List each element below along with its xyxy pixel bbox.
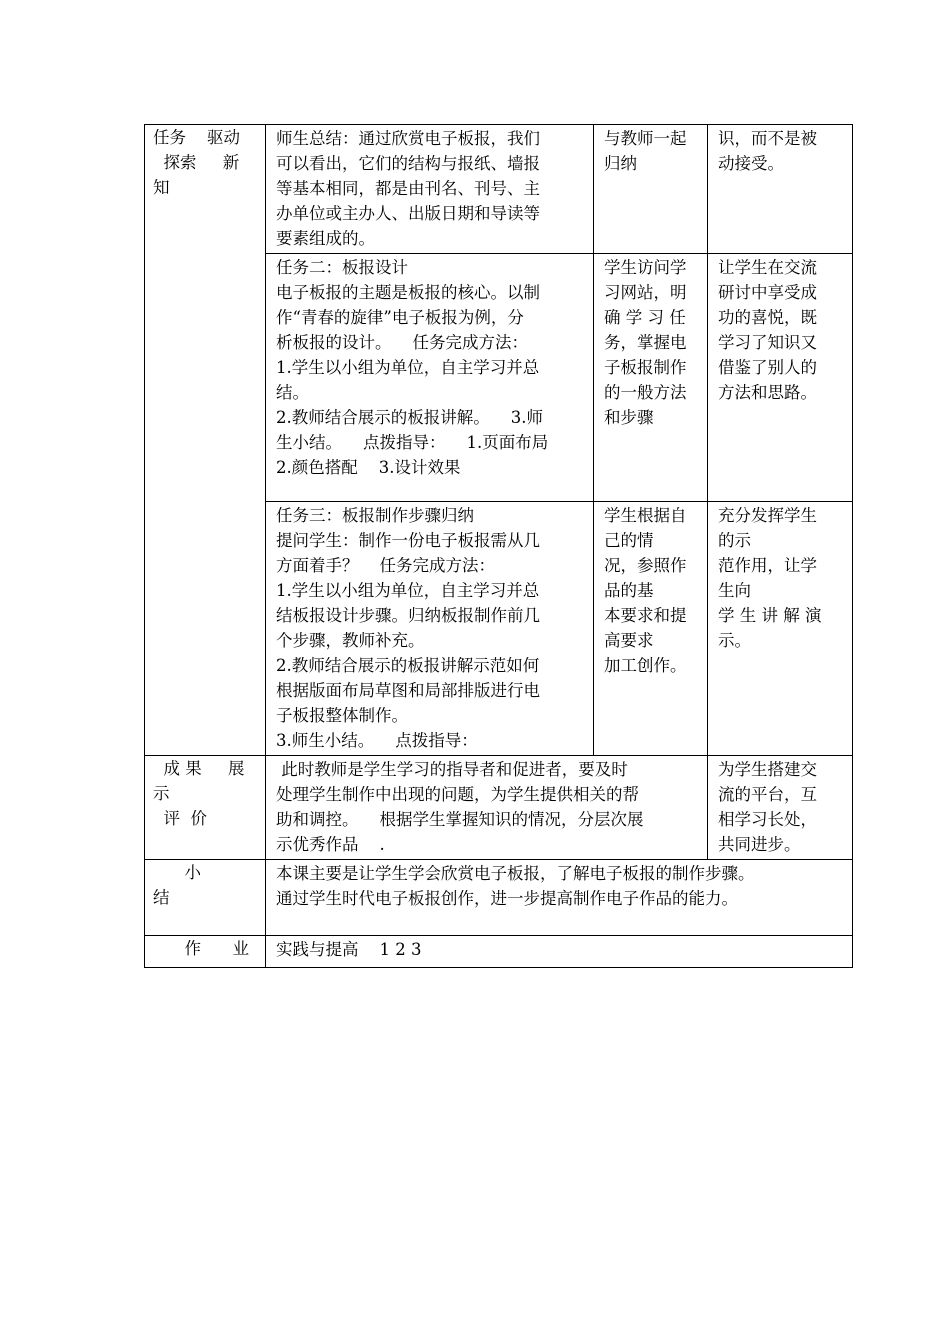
content-line: 子板报整体制作。 [276, 706, 408, 725]
content-line: 2.颜色搭配 3.设计效果 [276, 458, 461, 477]
student-activity-cell [594, 502, 708, 756]
intent-line: 示。 [718, 631, 751, 650]
stage-cell-homework [145, 936, 266, 968]
student-line: 子板报制作 [604, 358, 687, 377]
design-intent-cell [708, 502, 853, 756]
content-cell-summary-text [266, 860, 853, 936]
content-line: 处理学生制作中出现的问题，为学生提供相关的帮 [276, 785, 639, 804]
student-line: 本要求和提 [604, 606, 687, 625]
content-line: 作“青春的旋律”电子板报为例，分 [276, 308, 524, 327]
student-line: 务，掌握电 [604, 333, 687, 352]
table-row [145, 936, 853, 968]
content-line: 提问学生：制作一份电子板报需从几 [276, 531, 540, 550]
content-line: 此时教师是学生学习的指导者和促进者，要及时 [276, 760, 628, 779]
intent-line: 为学生搭建交 [718, 760, 817, 779]
stage-line: 成 果 展 [153, 759, 245, 778]
intent-line: 研讨中享受成 [718, 283, 817, 302]
stage-line: 知 [153, 178, 170, 197]
student-line: 加工创作。 [604, 656, 687, 675]
intent-line: 充分发挥学生 [718, 506, 817, 525]
intent-line: 功的喜悦，既 [718, 308, 817, 327]
table-row [145, 756, 853, 860]
student-line: 确 学 习 任 [604, 308, 686, 327]
intent-line: 动接受。 [718, 154, 784, 173]
content-line: 示优秀作品 . [276, 835, 385, 854]
content-line: 方面着手？ 任务完成方法： [276, 556, 495, 575]
stage-line: 小 [153, 863, 201, 882]
content-line: 1.学生以小组为单位，自主学习并总 [276, 358, 540, 377]
content-line: 析板报的设计。 任务完成方法： [276, 333, 528, 352]
content-line: 生小结。 点拨指导： 1.页面布局 [276, 433, 549, 452]
intent-line: 学 生 讲 解 演 [718, 606, 822, 625]
intent-line: 学习了知识又 [718, 333, 817, 352]
design-intent-cell [708, 756, 853, 860]
student-line: 学生根据自 [604, 506, 687, 525]
student-line: 学生访问学 [604, 258, 687, 277]
student-line: 归纳 [604, 154, 637, 173]
stage-cell-summary [145, 860, 266, 936]
stage-cell-explore [145, 125, 266, 756]
content-line: 通过学生时代电子板报创作，进一步提高制作电子作品的能力。 [276, 889, 738, 908]
stage-line: 探索 新 [153, 153, 240, 172]
student-line: 与教师一起 [604, 129, 687, 148]
content-line: 助和调控。 根据学生掌握知识的情况，分层次展 [276, 810, 644, 829]
content-line: 个步骤，教师补充。 [276, 631, 425, 650]
content-line: 师生总结：通过欣赏电子板报，我们 [276, 129, 540, 148]
content-line: 本课主要是让学生学会欣赏电子板报，了解电子板报的制作步骤。 [276, 864, 755, 883]
student-line: 的一般方法 [604, 383, 687, 402]
content-line: 实践与提高 1 2 3 [276, 940, 422, 959]
intent-line: 生向 [718, 581, 751, 600]
content-cell-homework [266, 936, 853, 968]
content-line: 结板报设计步骤。归纳板报制作前几 [276, 606, 540, 625]
student-activity-cell [594, 254, 708, 502]
design-intent-cell [708, 254, 853, 502]
content-line: 2.教师结合展示的板报讲解。 3.师 [276, 408, 543, 427]
content-line: 结。 [276, 383, 309, 402]
intent-line: 的示 [718, 531, 751, 550]
student-line: 己的情 [604, 531, 654, 550]
intent-line: 识，而不是被 [718, 129, 817, 148]
intent-line: 范作用，让学 [718, 556, 817, 575]
stage-line: 作 业 [153, 939, 249, 958]
content-line: 2.教师结合展示的板报讲解示范如何 [276, 656, 540, 675]
design-intent-cell [708, 125, 853, 254]
content-line: 电子板报的主题是板报的核心。以制 [276, 283, 540, 302]
content-line: 要素组成的。 [276, 229, 375, 248]
content-cell-summary [266, 125, 594, 254]
student-line: 况，参照作 [604, 556, 687, 575]
content-line: 等基本相同，都是由刊名、刊号、主 [276, 179, 540, 198]
content-cell-task3 [266, 502, 594, 756]
content-line: 1.学生以小组为单位，自主学习并总 [276, 581, 540, 600]
content-line: 任务三：板报制作步骤归纳 [276, 506, 474, 525]
content-line: 3.师生小结。 点拨指导： [276, 731, 478, 750]
intent-line: 流的平台，互 [718, 785, 817, 804]
content-cell-showcase [266, 756, 708, 860]
content-line: 根据版面布局草图和局部排版进行电 [276, 681, 540, 700]
student-activity-cell [594, 125, 708, 254]
stage-line: 评 价 [153, 809, 207, 828]
stage-line: 结 [153, 888, 170, 907]
lesson-plan-table [144, 124, 853, 968]
student-line: 品的基 [604, 581, 654, 600]
intent-line: 共同进步。 [718, 835, 801, 854]
content-line: 办单位或主办人、出版日期和导读等 [276, 204, 540, 223]
student-line: 高要求 [604, 631, 654, 650]
intent-line: 借鉴了别人的 [718, 358, 817, 377]
intent-line: 方法和思路。 [718, 383, 817, 402]
stage-line: 任务 驱动 [153, 128, 240, 147]
stage-cell-showcase [145, 756, 266, 860]
intent-line: 相学习长处， [718, 810, 817, 829]
table-row [145, 125, 853, 254]
student-line: 习网站，明 [604, 283, 687, 302]
content-cell-task2 [266, 254, 594, 502]
table-row [145, 860, 853, 936]
intent-line: 让学生在交流 [718, 258, 817, 277]
stage-line: 示 [153, 784, 170, 803]
student-line: 和步骤 [604, 408, 654, 427]
content-line: 可以看出，它们的结构与报纸、墙报 [276, 154, 540, 173]
content-line: 任务二：板报设计 [276, 258, 408, 277]
